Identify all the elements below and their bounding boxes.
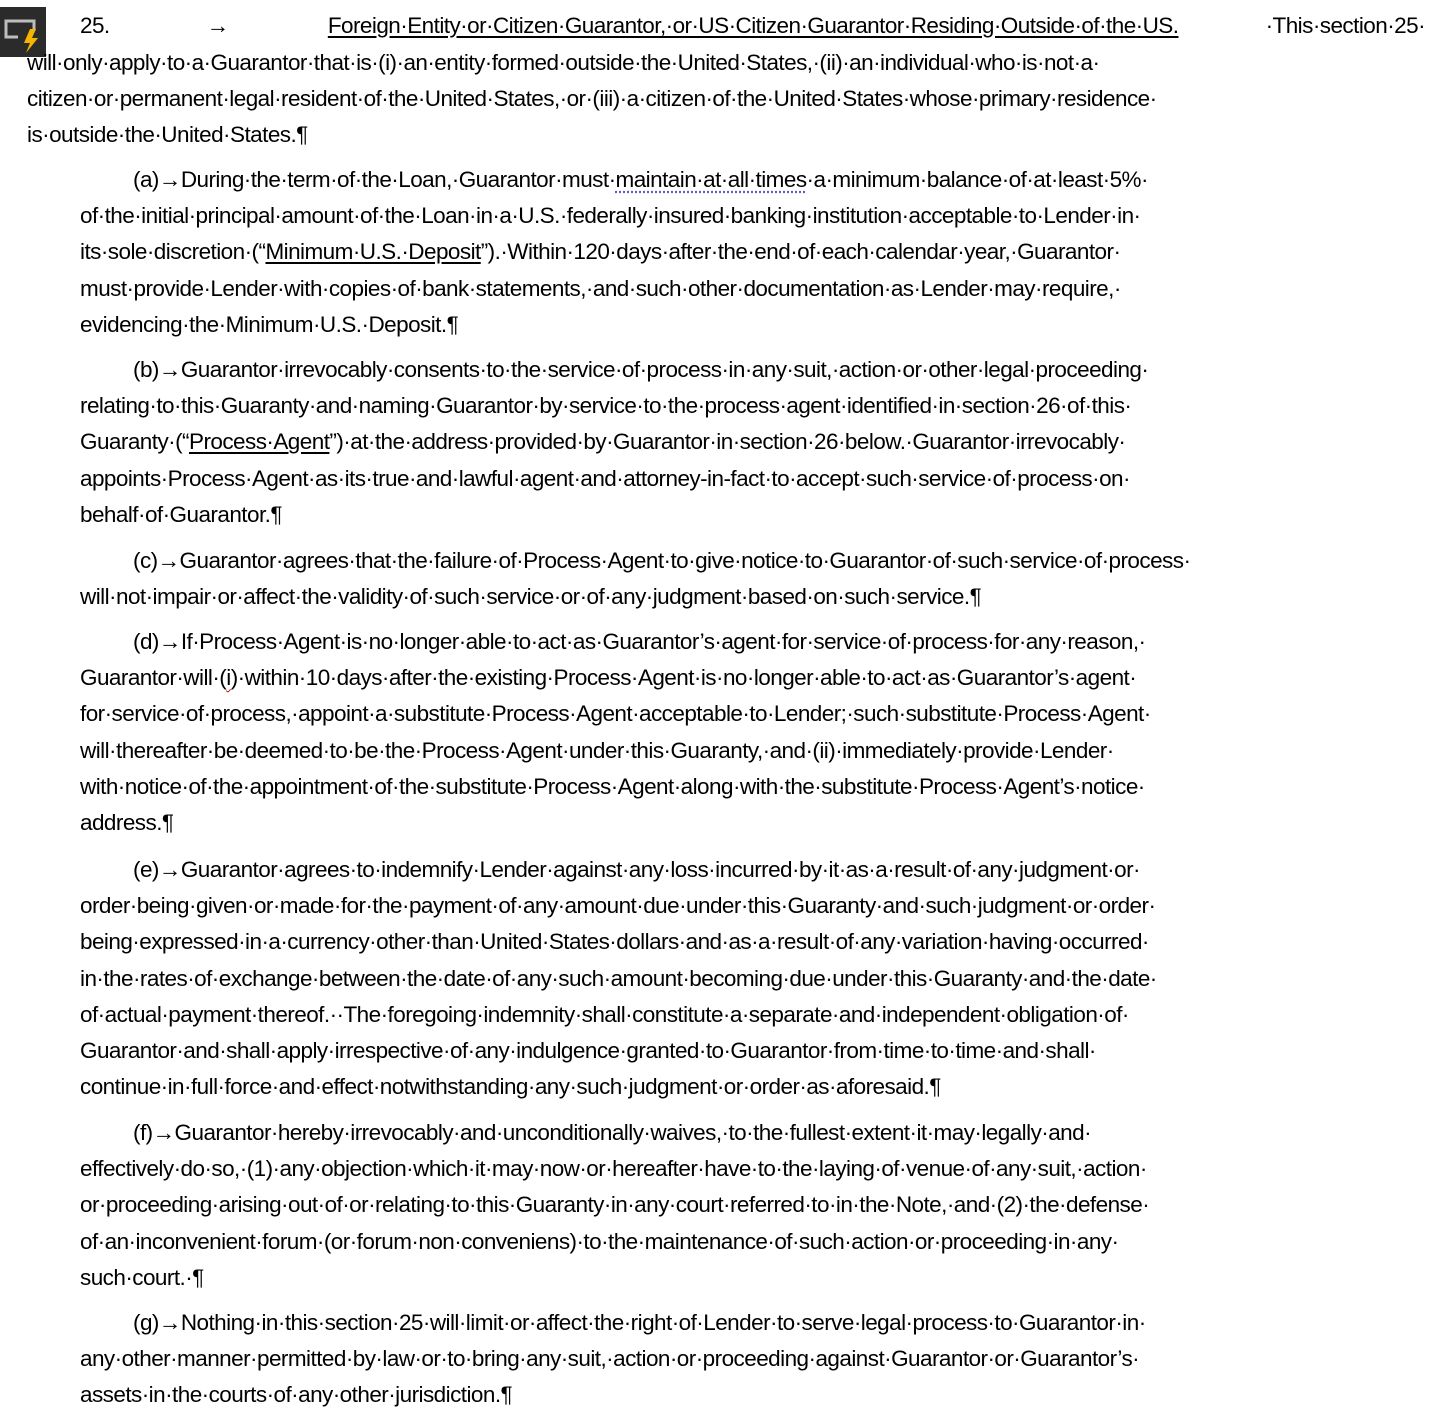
- grammar-flag: maintain·at·all·times: [615, 167, 807, 192]
- paragraph-label: (b)→: [133, 357, 181, 382]
- text-run: Guarantor·agrees·that·the·failure·of·Process·Agent·to·give·notice·to·Guarantor·of·such·service·of·process·: [179, 548, 1191, 573]
- text-run: in·the·rates·of·exchange·between·the·date·of·any·such·amount·becoming·due·under·this·Guaranty·and·the·date·: [80, 965, 1157, 991]
- paragraph-label: (a)→: [133, 167, 181, 192]
- paragraph-label: (e)→: [133, 857, 181, 882]
- text-run: with·notice·of·the·appointment·of·the·substitute·Process·Agent·along·with·the·substitute·Process·Agent’s·notice·: [80, 773, 1145, 799]
- text-run: order·being·given·or·made·for·the·payment·of·any·amount·due·under·this·Guaranty·and·such·judgment·or·order·: [80, 893, 1156, 919]
- text-run: will·not·impair·or·affect·the·validity·of·such·service·or·of·any·judgment·based·on·such·service.¶: [80, 584, 982, 610]
- paragraph-f-line: [133, 1115, 1425, 1151]
- paragraph-label: (d)→: [133, 629, 181, 654]
- paragraph-a-line: [80, 307, 1425, 343]
- text-run: If·Process·Agent·is·no·longer·able·to·act·as·Guarantor’s·agent·for·service·of·process·for·any·reason,·: [180, 629, 1146, 654]
- text-run: )·within·10·days·after·the·existing·Process·Agent·is·no·longer·able·to·act·as·Guarantor’s·agent·: [230, 665, 1137, 691]
- paragraph-label: (f)→: [133, 1120, 175, 1145]
- section-25-line: citizen·or·permanent·legal·resident·of·the·United·States,·or·(iii)·a·citizen·of·the·United·States·whose·primary·residence·: [27, 86, 1157, 111]
- paragraph-a-line: [80, 271, 1425, 307]
- paragraph-a-line: [80, 198, 1425, 234]
- text-run: ”).·Within·120·days·after·the·end·of·each·calendar·year,·Guarantor·: [480, 239, 1121, 265]
- paragraph-b-line: [80, 461, 1425, 497]
- text-run: Guarantor·agrees·to·indemnify·Lender·against·any·loss·incurred·by·it·as·a·result·of·any·judgment·or·: [180, 857, 1140, 882]
- text-run: of·the·initial·principal·amount·of·the·Loan·in·a·U.S.·federally·insured·banking·institution·acceptable·to·Lender·in·: [80, 203, 1141, 229]
- paragraph-e-line: [80, 888, 1425, 924]
- paragraph-d-line: [80, 805, 1425, 841]
- paragraph-d-line: [80, 733, 1425, 769]
- paragraph-e-line: [80, 924, 1425, 960]
- section-25-line-1: [80, 8, 1425, 44]
- paragraph-d-line: [80, 769, 1425, 805]
- defined-term: Minimum·U.S.·Deposit: [265, 239, 481, 265]
- text-run: effectively·do·so,·(1)·any·objection·which·it·may·now·or·hereafter·have·to·the·laying·of·venue·of·any·suit,·action·: [80, 1156, 1147, 1182]
- paragraph-label: (c)→: [133, 548, 180, 573]
- paragraph-a-line: [133, 162, 1425, 198]
- text-run: ·a·minimum·balance·of·at·least·5%·: [806, 167, 1148, 192]
- paragraph-f-line: [80, 1260, 1425, 1296]
- text-run: will·thereafter·be·deemed·to·be·the·Process·Agent·under·this·Guaranty,·and·(ii)·immediately·provide·Lender·: [80, 737, 1114, 763]
- paragraph-d-line: [80, 660, 1425, 696]
- paragraph-g-line: [133, 1305, 1425, 1341]
- text-run: any·other·manner·permitted·by·law·or·to·bring·any·suit,·action·or·proceeding·against·Guarantor·or·Guarantor’s·: [80, 1346, 1140, 1372]
- section-25-line: is·outside·the·United·States.¶: [27, 122, 308, 147]
- paragraph-d-line: [80, 696, 1425, 732]
- text-run: Guaranty·(“: [80, 429, 189, 455]
- paragraph-g-line: [80, 1341, 1425, 1377]
- paragraph-f-line: [80, 1187, 1425, 1223]
- section-number: 25.: [80, 13, 110, 38]
- paragraph-e-line: [80, 961, 1425, 997]
- text-run: Guarantor·and·shall·apply·irrespective·of·any·indulgence·granted·to·Guarantor·from·time·to·time·and·shall·: [80, 1038, 1096, 1063]
- text-run: assets·in·the·courts·of·any·other·jurisdiction.¶: [80, 1382, 513, 1408]
- paragraph-b-line: [80, 424, 1425, 460]
- text-run: of·an·inconvenient·forum·(or·forum·non·conveniens)·to·the·maintenance·of·such·action·or·proceeding·in·any·: [80, 1228, 1119, 1254]
- text-run: Nothing·in·this·section·25·will·limit·or·affect·the·right·of·Lender·to·serve·legal·process·to·Guarantor·in·: [180, 1310, 1146, 1335]
- text-run: address.¶: [80, 810, 174, 835]
- section-text: ·This·section·25·: [1265, 13, 1425, 38]
- paragraph-b-line: [133, 352, 1425, 388]
- paragraph-b-line: [80, 388, 1425, 424]
- text-run: Guarantor·will·(: [80, 665, 227, 691]
- text-run: Guarantor·irrevocably·consents·to·the·service·of·process·in·any·suit,·action·or·other·legal·proceeding·: [180, 357, 1149, 382]
- paragraph-e-line: [80, 997, 1425, 1033]
- paragraph-f-line: [80, 1224, 1425, 1260]
- text-run: relating·to·this·Guaranty·and·naming·Guarantor·by·service·to·the·process·agent·identified·in·section·26·of·this·: [80, 393, 1132, 419]
- text-run: being·expressed·in·a·currency·other·than·United·States·dollars·and·as·a·result·of·any·variation·having·occurred·: [80, 929, 1149, 955]
- paragraph-label: (g)→: [133, 1310, 181, 1335]
- paragraph-e-line: [133, 852, 1425, 888]
- paragraph-d-line: [133, 624, 1425, 660]
- paragraph-g-line: [80, 1377, 1425, 1413]
- text-run: such·court.·¶: [80, 1264, 204, 1290]
- paragraph-a-line: [80, 234, 1425, 270]
- paragraph-e-line: [80, 1069, 1425, 1105]
- text-run: ”)·at·the·address·provided·by·Guarantor·in·section·26·below.·Guarantor·irrevocably·: [329, 429, 1126, 455]
- text-run: During·the·term·of·the·Loan,·Guarantor·must·: [180, 167, 616, 192]
- text-run: must·provide·Lender·with·copies·of·bank·statements,·and·such·other·documentation·as·Lender·may·require,·: [80, 275, 1121, 301]
- text-run: its·sole·discretion·(“: [80, 239, 266, 265]
- paragraph-e-line: [80, 1033, 1425, 1069]
- text-run: Guarantor·hereby·irrevocably·and·unconditionally·waives,·to·the·fullest·extent·it·may·legally·and·: [174, 1120, 1092, 1145]
- section-heading: Foreign·Entity·or·Citizen·Guarantor,·or·US·Citizen·Guarantor·Residing·Outside·of·the·US.: [327, 13, 1179, 38]
- defined-term: Process·Agent: [188, 429, 330, 455]
- text-run: for·service·of·process,·appoint·a·substitute·Process·Agent·acceptable·to·Lender;·such·substitute·Process·Agent·: [80, 701, 1151, 727]
- tab-mark: →: [206, 13, 229, 38]
- text-run: continue·in·full·force·and·effect·notwithstanding·any·such·judgment·or·order·as·aforesaid.¶: [80, 1074, 941, 1100]
- text-run: behalf·of·Guarantor.¶: [80, 501, 282, 527]
- paragraph-c-line: [133, 543, 1425, 579]
- section-25-line: will·only·apply·to·a·Guarantor·that·is·(i)·an·entity·formed·outside·the·United·States,·(ii)·an·individual·who·is·not·a·: [27, 50, 1100, 75]
- text-run: of·actual·payment·thereof.··The·foregoing·indemnity·shall·constitute·a·separate·and·independent·obligation·of·: [80, 1001, 1129, 1027]
- text-run: evidencing·the·Minimum·U.S.·Deposit.¶: [80, 311, 459, 337]
- text-run: or·proceeding·arising·out·of·or·relating·to·this·Guaranty·in·any·court·referred·to·in·the·Note,·and·(2)·the·defense·: [80, 1192, 1150, 1218]
- paragraph-b-line: [80, 497, 1425, 533]
- paragraph-c-line: [80, 579, 1425, 615]
- paragraph-f-line: [80, 1151, 1425, 1187]
- text-run: appoints·Process·Agent·as·its·true·and·lawful·agent·and·attorney-in-fact·to·accept·such·service·of·process·on·: [80, 465, 1130, 491]
- spelling-flag: i: [226, 665, 231, 691]
